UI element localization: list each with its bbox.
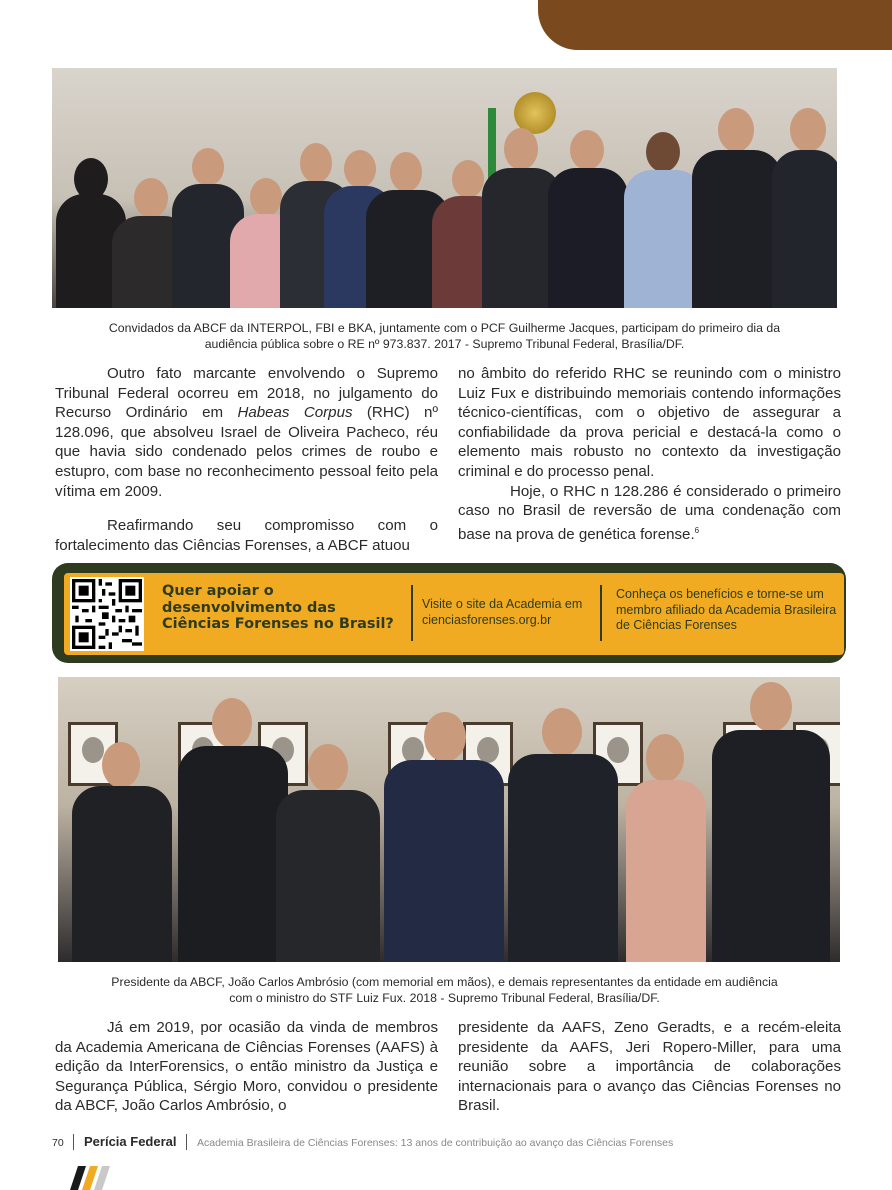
paragraph: Já em 2019, por ocasião da vinda de membros da Academia Americana de Ciências Forenses (AAFS) à edição da InterForensics, o então ministro da Justiça e Segurança Pública, Sérgio Moro, convidou o presidente da ABCF, João Carlos Ambrósio, o xyxy=(55,1019,438,1115)
paragraph: no âmbito do referido RHC se reunindo com o ministro Luiz Fux e distribuindo memoriais contendo informações técnico-científicas, com o objetivo de assegurar a confiabilidade da prova pericial e destacá-la como o elemento mais robusto no contexto da investigação criminal e do processo penal. xyxy=(458,365,841,480)
paragraph: Outro fato marcante envolvendo o Supremo Tribunal Federal ocorreu em 2018, no julgamento do Recurso Ordinário em Habeas Corpus (RHC) nº 128.096, que absolveu Israel de Oliveira Pacheco, réu que havia sido condenado pelos crimes de roubo e estupro, com base no reconhecimento pessoal feito pela vítima em 2009. xyxy=(55,365,438,500)
footer-separator xyxy=(186,1134,187,1150)
magazine-name: Perícia Federal xyxy=(84,1134,177,1149)
banner-visit-text xyxy=(422,597,594,628)
text-column-right xyxy=(458,1018,841,1116)
footer-tagline: Academia Brasileira de Ciências Forenses: 13 anos de contribuição ao avanço das Ciências Forenses xyxy=(197,1137,674,1149)
slash-decoration-icon xyxy=(62,1166,122,1190)
caption-line: Convidados da ABCF da INTERPOL, FBI e BKA, juntamente com o PCF Guilherme Jacques, participam do primeiro dia da xyxy=(108,321,781,335)
qr-code-icon[interactable] xyxy=(70,577,144,651)
person xyxy=(548,130,628,308)
text-column-left xyxy=(55,1018,438,1116)
corner-tab-decoration xyxy=(538,0,892,50)
person xyxy=(618,734,714,962)
person xyxy=(276,744,380,962)
person xyxy=(692,108,782,308)
caption-line: audiência pública sobre o RE nº 973.837. 2017 - Supremo Tribunal Federal, Brasília/DF. xyxy=(204,337,685,351)
group-photo-fux xyxy=(58,677,840,962)
person xyxy=(178,698,288,962)
caption-line: com o ministro do STF Luiz Fux. 2018 - Supremo Tribunal Federal, Brasília/DF. xyxy=(229,991,660,1005)
footer-separator xyxy=(73,1134,74,1150)
paragraph: Hoje, o RHC n 128.286 é considerado o primeiro caso no Brasil de reversão de uma condenação com base na prova de genética forense.$^6$ xyxy=(458,482,841,543)
footnote-marker: 6 xyxy=(694,525,700,535)
banner-title: Quer apoiar o desenvolvimento das Ciências Forenses no Brasil? xyxy=(162,583,394,632)
person xyxy=(712,682,830,962)
text-column-right xyxy=(458,364,841,544)
banner-benefits-text: Conheça os benefícios e torne-se um membro afiliado da Academia Brasileira de Ciências Forenses xyxy=(616,587,837,632)
person xyxy=(72,742,172,962)
banner-divider xyxy=(411,585,413,641)
banner-panel xyxy=(64,573,844,655)
group-photo-interpol xyxy=(52,68,837,308)
photo-caption xyxy=(52,320,837,352)
photo-caption xyxy=(52,974,837,1006)
person xyxy=(384,712,504,962)
paragraph: presidente da AAFS, Zeno Geradts, e a recém-eleita presidente da AAFS, Jeri Ropero-Miller, para uma reunião sobre a importância de colaborações internacionais para o avanço das Ciências Forenses no Brasil. xyxy=(458,1019,841,1115)
visit-line: Visite o site da Academia em xyxy=(422,597,583,611)
website-link[interactable]: cienciasforenses.org.br xyxy=(422,612,552,627)
caption-line: Presidente da ABCF, João Carlos Ambrósio (com memorial em mãos), e demais representantes da entidade em audiência xyxy=(111,975,778,989)
page-footer xyxy=(52,1134,852,1154)
text-column-left xyxy=(55,364,438,555)
banner-divider xyxy=(600,585,602,641)
person xyxy=(772,108,837,308)
paragraph: Reafirmando seu compromisso com o fortalecimento das Ciências Forenses, a ABCF atuou xyxy=(55,517,438,554)
page-number: 70 xyxy=(52,1137,64,1149)
support-banner xyxy=(52,563,846,663)
person xyxy=(508,708,618,962)
